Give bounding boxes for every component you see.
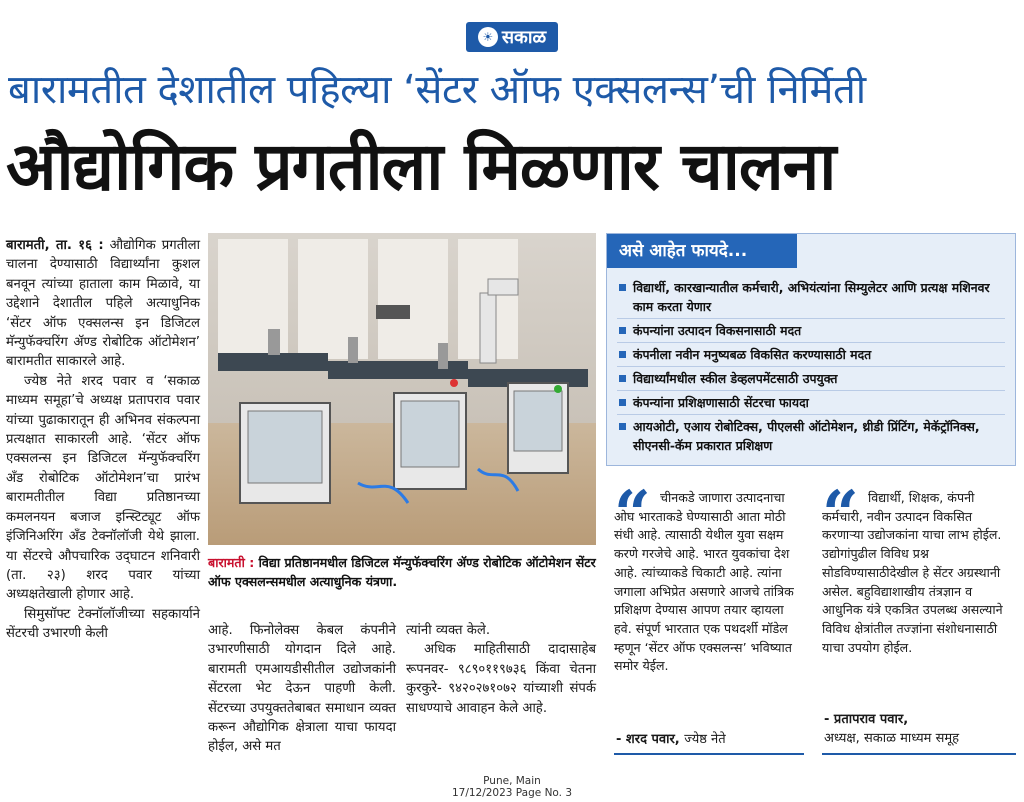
quote-author: - शरद पवार, ज्येष्ठ नेते — [616, 732, 726, 747]
date-page-label: 17/12/2023 Page No. 3 — [451, 787, 573, 799]
photo-caption — [208, 553, 596, 591]
edition-label: Pune, Main — [483, 775, 541, 787]
article-paragraph: अधिक माहितीसाठी दादासाहेब रूपनवर- ९८९०११९७३६ किंवा चेतना कुरकुरे- ९४२०२७१०७२ यांच्याशी संपर्क साधण्याचे आवाहन केले आहे. — [406, 642, 596, 716]
article-paragraph: त्यांनी व्यक्त केले. — [406, 623, 491, 638]
quote-mark-icon: “ — [614, 477, 651, 552]
article-paragraph: सिमुसॉफ्ट टेक्नॉलॉजीच्या सहकार्याने सेंटरची उभारणी केली — [6, 606, 200, 642]
article-paragraph: बारामती, ता. १६ : औद्योगिक प्रगतीला चालना देण्यासाठी विद्यार्थ्यांना कुशल बनवून त्यांच्या हाताला काम मिळावे, या उद्देशाने देशातील पहिले अत्याधुनिक ‘सेंटर ऑफ एक्सलन्स इन डिजिटल मॅन्युफॅक्चरिंग ॲण्ड रोबोटिक ऑटोमेशन’ बारामतीत साकारले आहे. — [6, 238, 200, 370]
benefit-item: कंपन्यांना प्रशिक्षणासाठी सेंटरचा फायदा — [617, 393, 1005, 415]
article-column-2 — [208, 621, 396, 757]
benefit-item: विद्यार्थी, कारखान्यातील कर्मचारी, अभियंत्यांना सिम्युलेटर आणि प्रत्यक्ष मशिनवर काम करता येणार — [617, 278, 1005, 319]
news-photo — [208, 233, 596, 545]
sun-emblem-icon: ☀ — [478, 27, 498, 47]
sakal-logo — [466, 22, 558, 52]
caption-text: विद्या प्रतिष्ठानमधील डिजिटल मॅन्युफॅक्चरिंग ॲण्ड रोबोटिक ऑटोमेशन सेंटर ऑफ एक्सलन्समधील अत्याधुनिक यंत्रणा. — [208, 555, 596, 589]
article-paragraph: आहे. फिनोलेक्स केबल कंपनीने उभारणीसाठी योगदान दिले आहे. बारामती एमआयडीसीतील उद्योजकांनी सेंटरला भेट देऊन पाहणी केली. सेंटरच्या उपयुक्ततेबाबत समाधान व्यक्त करून औद्योगिक क्षेत्राला याचा फायदा होईल, असे मत — [208, 623, 396, 755]
quote-divider — [614, 753, 804, 755]
caption-dateline: बारामती : — [208, 555, 255, 570]
benefit-item: आयओटी, एआय रोबोटिक्स, पीएलसी ऑटोमेशन, थ्रीडी प्रिंटिंग, मेकॅट्रॉनिक्स, सीएनसी-कॅम प्रकारात प्रशिक्षण — [617, 417, 1005, 457]
article-column-1 — [6, 236, 200, 644]
benefits-title: असे आहेत फायदे... — [607, 234, 797, 268]
quote-sharad-pawar — [614, 477, 810, 773]
logo-text: सकाळ — [501, 27, 547, 48]
quote-author: - प्रतापराव पवार, अध्यक्ष, सकाळ माध्यम समूह — [824, 712, 960, 746]
quote-mark-icon: “ — [822, 477, 859, 552]
main-headline: औद्योगिक प्रगतीला मिळणार चालना — [6, 128, 836, 205]
article-column-3 — [406, 621, 596, 718]
page-footer — [400, 775, 624, 799]
article-paragraph: ज्येष्ठ नेते शरद पवार व ‘सकाळ माध्यम समूहा’चे अध्यक्ष प्रतापराव पवार यांच्या पुढाकारातून ही अभिनव संकल्पना प्रत्यक्षात साकारली आहे. ‘सेंटर ऑफ एक्सलन्स इन डिजिटल मॅन्युफॅक्चरिंग ॲंड रोबोटिक ऑटोमेशन’चा प्रारंभ बारामतीतील विद्या प्रतिष्ठानच्या कमलनयन बजाज इन्स्टिट्यूट ऑफ इंजिनिअरिंग ॲंड टेक्नॉलॉजी येथे झाला. या सेंटरचे औपचारिक उद्‍घाटन शनिवारी (ता. २३) शरद पवार यांच्या अध्यक्षतेखाली होणार आहे. — [6, 373, 200, 603]
quote-text: चीनकडे जाणारा उत्पादनाचा ओघ भारताकडे घेण्यासाठी आता मोठी संधी आहे. त्यासाठी येथील युवा सक्षम करणे गरजेचे आहे. भारत युवकांचा देश आहे. त्यांच्याकडे चिकाटी आहे. त्यांना जगाला अभिप्रेत असणारे आजचे तांत्रिक प्रशिक्षण देण्यास आपण तयार व्हायला हवे. संपूर्ण भारतात एक पथदर्शी मॉडेल म्हणून ‘सेंटर ऑफ एक्सलन्स’ भविष्यात समोर येईल. — [614, 490, 794, 674]
benefits-list — [607, 268, 1015, 457]
lab-machines-illustration — [208, 233, 596, 545]
benefit-item: कंपनीला नवीन मनुष्यबळ विकसित करण्यासाठी मदत — [617, 345, 1005, 367]
quote-prataprao-pawar — [822, 477, 1018, 773]
dateline: बारामती, ता. १६ : — [6, 238, 104, 253]
quote-divider — [822, 753, 1016, 755]
quote-text: विद्यार्थी, शिक्षक, कंपनी कर्मचारी, नवीन उत्पादन विकसित करणाऱ्या उद्योजकांना याचा लाभ होईल. उद्योगांपुढील विविध प्रश्न सोडविण्यासाठीदेखील हे सेंटर अग्रस्थानी असेल. बहुविद्याशाखीय तंत्रज्ञान व आधुनिक यंत्रे एकत्रित उपलब्ध असल्याने विविध क्षेत्रांतील तज्ज्ञांना संशोधनासाठी याचा उपयोग होईल. — [822, 490, 1003, 655]
sub-headline: बारामतीत देशातील पहिल्या ‘सेंटर ऑफ एक्सलन्स’ची निर्मिती — [8, 67, 866, 113]
benefits-box — [606, 233, 1016, 466]
benefit-item: विद्यार्थ्यांमधील स्कील डेव्हलपमेंटसाठी उपयुक्त — [617, 369, 1005, 391]
benefit-item: कंपन्यांना उत्पादन विकसनासाठी मदत — [617, 321, 1005, 343]
